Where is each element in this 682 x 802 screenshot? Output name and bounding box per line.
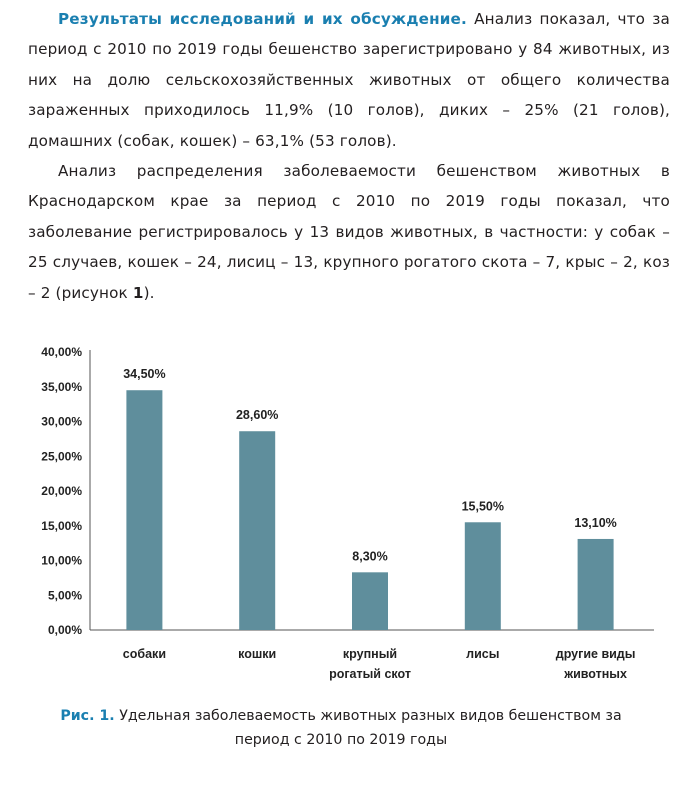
y-tick-label: 20,00% bbox=[41, 484, 82, 498]
bar-chart bbox=[28, 336, 658, 696]
category-label: животных bbox=[564, 667, 627, 681]
paragraph-results bbox=[28, 4, 670, 156]
category-label: другие виды bbox=[555, 647, 636, 661]
category-label: крупный bbox=[342, 647, 398, 661]
caption-text-line2: период с 2010 по 2019 годы bbox=[234, 732, 448, 748]
bar[interactable] bbox=[465, 522, 501, 630]
paragraph-distribution-end: ). bbox=[143, 283, 155, 302]
y-tick-label: 30,00% bbox=[41, 414, 82, 429]
data-label: 15,50% bbox=[461, 499, 505, 514]
bar[interactable] bbox=[578, 539, 614, 630]
y-tick-label: 25,00% bbox=[41, 449, 82, 464]
article-text bbox=[28, 4, 670, 308]
caption-label: Рис. 1. bbox=[60, 708, 115, 724]
y-tick-label: 15,00% bbox=[41, 518, 82, 533]
caption-text-line1: Удельная заболеваемость животных разных видов бешенством за bbox=[119, 708, 622, 724]
bar[interactable] bbox=[239, 431, 275, 630]
paragraph-distribution bbox=[28, 156, 670, 308]
category-label: рогатый скот bbox=[329, 667, 411, 681]
data-label: 28,60% bbox=[235, 408, 279, 423]
figure-caption bbox=[0, 704, 682, 752]
y-tick-label: 40,00% bbox=[41, 345, 82, 359]
paragraph-results-body: Анализ показал, что за период с 2010 по 2019 годы бешенство зарегистрировано у 84 животных, из них на долю сельскохозяйственных животных от общего количества зараженных приходилось 11,9% (10 голов), диких – 25% (21 голов), домашних (собак, кошек) – 63,1% (53 голов). bbox=[28, 10, 670, 150]
y-tick-label: 5,00% bbox=[47, 588, 82, 603]
data-label: 8,30% bbox=[352, 549, 388, 564]
y-tick-label: 35,00% bbox=[41, 379, 82, 394]
category-label: лисы bbox=[466, 647, 500, 661]
y-tick-label: 10,00% bbox=[41, 553, 82, 568]
bar[interactable] bbox=[352, 572, 388, 630]
figure-reference[interactable]: 1 bbox=[132, 283, 144, 302]
bar[interactable] bbox=[126, 390, 162, 630]
data-label: 13,10% bbox=[574, 515, 617, 530]
section-heading: Результаты исследований и их обсуждение. bbox=[58, 10, 467, 28]
category-label: собаки bbox=[122, 647, 167, 661]
paragraph-distribution-body: Анализ распределения заболеваемости бешенством животных в Краснодарском крае за период с 2010 по 2019 годы показал, что заболевание регистрировалось у 13 видов животных, в частности: у собак – 25 случаев, кошек – 24, лисиц – 13, крупного рогатого скота – 7, крыс – 2, коз – 2 (рисунок bbox=[28, 162, 670, 302]
y-tick-label: 0,00% bbox=[47, 623, 82, 637]
data-label: 34,50% bbox=[123, 367, 166, 382]
category-label: кошки bbox=[238, 647, 277, 661]
